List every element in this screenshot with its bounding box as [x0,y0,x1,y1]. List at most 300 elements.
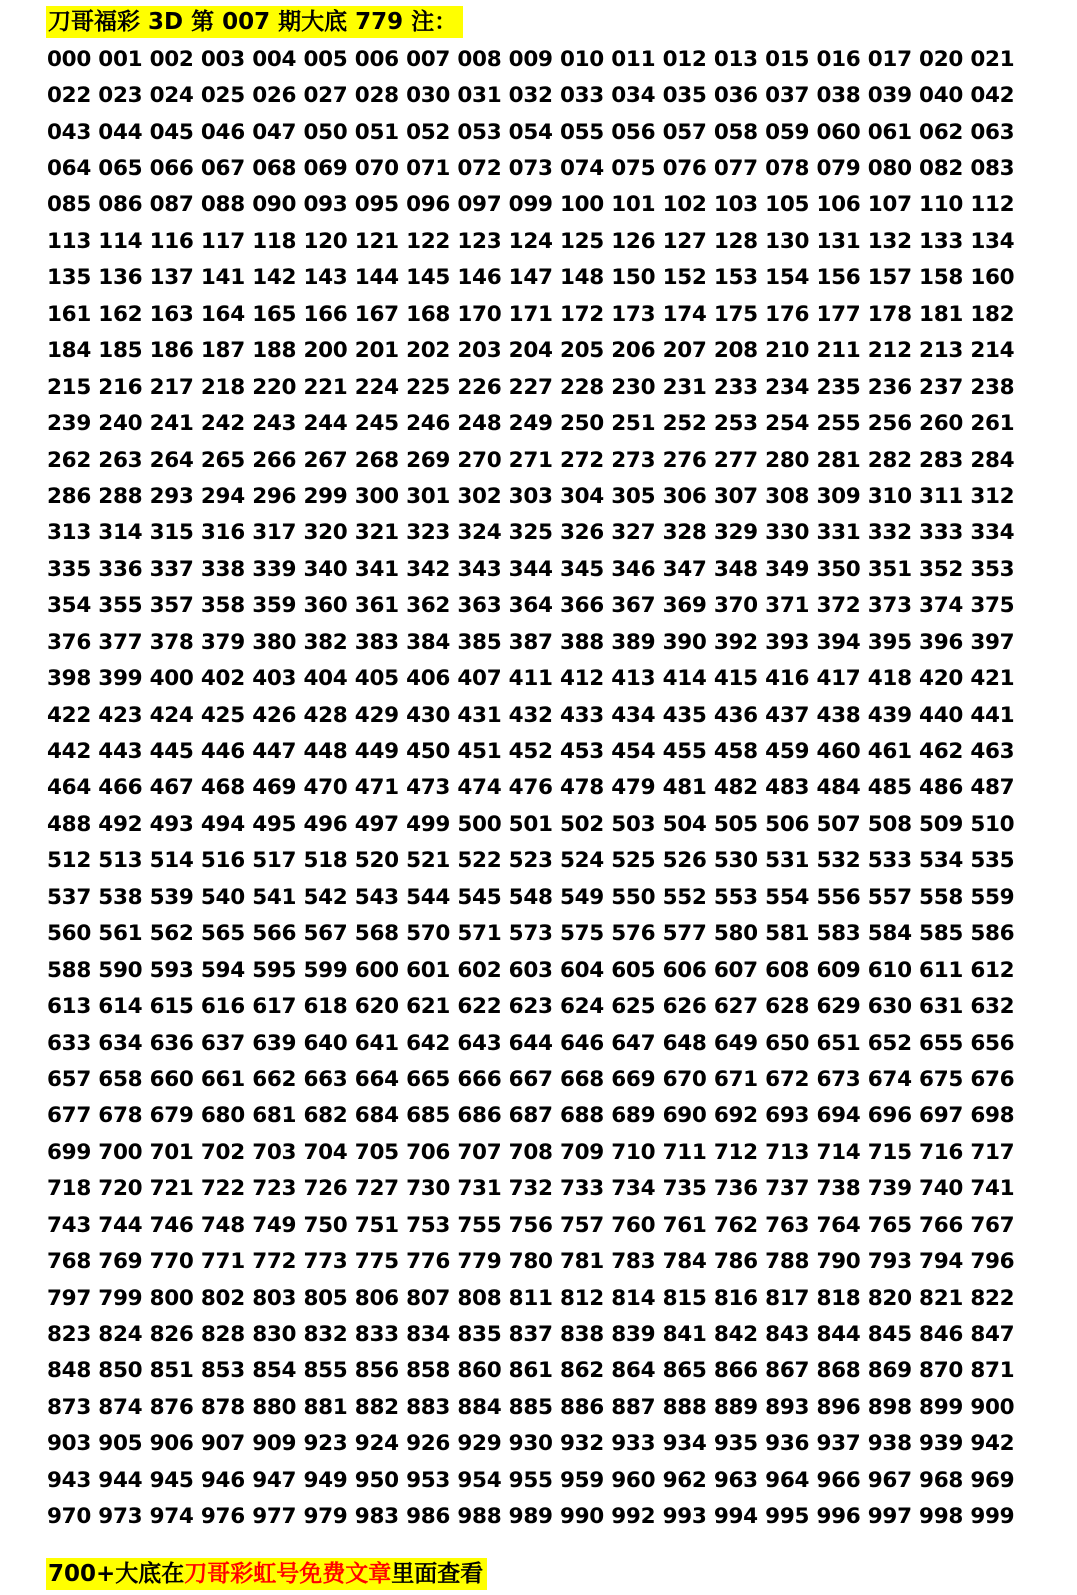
number-item: 573 [508,921,553,947]
number-item: 614 [98,994,143,1020]
number-item: 035 [662,83,707,109]
number-item: 242 [200,411,245,437]
number-item: 676 [970,1066,1015,1092]
number-item: 435 [662,702,707,728]
number-item: 689 [611,1103,656,1129]
number-item: 216 [98,374,143,400]
number-item: 881 [303,1394,348,1420]
number-item: 688 [559,1103,604,1129]
number-item: 304 [559,483,604,509]
number-item: 898 [867,1394,912,1420]
number-item: 122 [406,228,451,254]
number-item: 721 [149,1176,194,1202]
number-item: 580 [713,921,758,947]
number-item: 268 [354,447,399,473]
number-item: 643 [457,1030,502,1056]
number-item: 517 [252,848,297,874]
number-item: 906 [149,1431,194,1457]
number-item: 182 [970,301,1015,327]
number-item: 518 [303,848,348,874]
number-item: 037 [765,83,810,109]
number-item: 003 [200,46,245,72]
number-row [47,333,1047,369]
number-item: 479 [611,775,656,801]
number-item: 158 [919,265,964,291]
number-item: 823 [47,1322,91,1348]
number-item: 231 [662,374,707,400]
number-item: 494 [200,811,245,837]
number-row [47,1171,1047,1207]
number-item: 270 [457,447,502,473]
number-item: 697 [919,1103,964,1129]
footer-prefix: 700+大底在 [48,1561,185,1587]
number-item: 605 [611,957,656,983]
number-item: 966 [816,1467,861,1493]
number-item: 239 [47,411,91,437]
number-item: 943 [47,1467,91,1493]
number-item: 395 [867,629,912,655]
number-item: 352 [919,556,964,582]
number-item: 707 [457,1139,502,1165]
number-item: 070 [354,156,399,182]
number-item: 672 [765,1066,810,1092]
number-item: 523 [508,848,553,874]
number-item: 702 [200,1139,245,1165]
number-row [47,77,1047,113]
number-item: 748 [200,1212,245,1238]
number-item: 411 [508,666,553,692]
number-item: 615 [149,994,194,1020]
number-item: 993 [662,1504,707,1530]
number-item: 843 [765,1322,810,1348]
number-item: 960 [611,1467,656,1493]
number-item: 244 [303,411,348,437]
number-item: 599 [303,957,348,983]
number-item: 669 [611,1066,656,1092]
number-item: 636 [149,1030,194,1056]
number-item: 557 [867,884,912,910]
number-item: 776 [406,1249,451,1275]
number-item: 453 [559,739,604,765]
number-item: 893 [765,1394,810,1420]
number-row [47,843,1047,879]
number-item: 095 [354,192,399,218]
number-item: 042 [970,83,1015,109]
number-item: 814 [611,1285,656,1311]
number-item: 847 [970,1322,1015,1348]
number-item: 211 [816,338,861,364]
number-item: 039 [867,83,912,109]
number-item: 009 [508,46,553,72]
number-item: 959 [559,1467,604,1493]
number-item: 611 [919,957,964,983]
number-item: 867 [765,1358,810,1384]
number-item: 164 [200,301,245,327]
number-item: 602 [457,957,502,983]
number-item: 400 [149,666,194,692]
number-item: 797 [47,1285,91,1311]
number-item: 850 [98,1358,143,1384]
number-item: 946 [200,1467,245,1493]
number-item: 213 [919,338,964,364]
number-item: 047 [252,119,297,145]
number-item: 874 [98,1394,143,1420]
title-area [46,6,463,38]
number-item: 486 [919,775,964,801]
number-item: 806 [354,1285,399,1311]
number-item: 686 [457,1103,502,1129]
number-item: 245 [354,411,399,437]
footer-area [46,1558,487,1590]
number-item: 107 [867,192,912,218]
number-item: 662 [252,1066,297,1092]
number-item: 783 [611,1249,656,1275]
number-item: 550 [611,884,656,910]
number-item: 647 [611,1030,656,1056]
number-item: 437 [765,702,810,728]
number-item: 063 [970,119,1015,145]
number-item: 172 [559,301,604,327]
number-item: 826 [149,1322,194,1348]
number-item: 431 [457,702,502,728]
number-item: 883 [406,1394,451,1420]
number-item: 369 [662,593,707,619]
number-item: 623 [508,994,553,1020]
number-item: 824 [98,1322,143,1348]
number-item: 552 [662,884,707,910]
number-item: 761 [662,1212,707,1238]
number-item: 452 [508,739,553,765]
number-item: 143 [303,265,348,291]
number-item: 330 [765,520,810,546]
number-item: 125 [559,228,604,254]
number-item: 299 [303,483,348,509]
number-item: 364 [508,593,553,619]
number-item: 207 [662,338,707,364]
number-item: 208 [713,338,758,364]
number-item: 656 [970,1030,1015,1056]
number-item: 833 [354,1322,399,1348]
number-item: 525 [611,848,656,874]
number-item: 575 [559,921,604,947]
number-item: 679 [149,1103,194,1129]
number-item: 541 [252,884,297,910]
number-item: 733 [559,1176,604,1202]
number-item: 820 [867,1285,912,1311]
number-item: 464 [47,775,91,801]
number-item: 177 [816,301,861,327]
number-item: 512 [47,848,91,874]
number-item: 617 [252,994,297,1020]
number-item: 061 [867,119,912,145]
number-item: 521 [406,848,451,874]
number-item: 240 [98,411,143,437]
number-item: 058 [713,119,758,145]
number-row [47,988,1047,1024]
number-item: 248 [457,411,502,437]
number-item: 093 [303,192,348,218]
number-item: 561 [98,921,143,947]
number-item: 038 [816,83,861,109]
number-item: 118 [252,228,297,254]
number-row [47,551,1047,587]
number-item: 022 [47,83,91,109]
number-item: 583 [816,921,861,947]
number-item: 276 [662,447,707,473]
number-item: 682 [303,1103,348,1129]
number-row [47,1389,1047,1425]
number-item: 687 [508,1103,553,1129]
number-item: 610 [867,957,912,983]
number-item: 384 [406,629,451,655]
number-item: 520 [354,848,399,874]
number-item: 673 [816,1066,861,1092]
number-item: 730 [406,1176,451,1202]
number-item: 870 [919,1358,964,1384]
number-item: 315 [149,520,194,546]
number-item: 272 [559,447,604,473]
number-item: 393 [765,629,810,655]
number-item: 309 [816,483,861,509]
number-item: 513 [98,848,143,874]
number-row [47,733,1047,769]
number-item: 585 [919,921,964,947]
number-item: 235 [816,374,861,400]
number-item: 945 [149,1467,194,1493]
number-item: 306 [662,483,707,509]
number-item: 973 [98,1504,143,1530]
number-item: 385 [457,629,502,655]
number-item: 218 [200,374,245,400]
number-item: 834 [406,1322,451,1348]
number-item: 261 [970,411,1015,437]
number-item: 530 [713,848,758,874]
number-item: 633 [47,1030,91,1056]
article-link[interactable]: 刀哥彩虹号免费文章 [184,1561,392,1587]
number-item: 461 [867,739,912,765]
number-item: 657 [47,1066,91,1092]
number-row [47,660,1047,696]
number-item: 603 [508,957,553,983]
number-item: 347 [662,556,707,582]
number-item: 532 [816,848,861,874]
number-item: 076 [662,156,707,182]
number-item: 935 [713,1431,758,1457]
number-item: 392 [713,629,758,655]
number-item: 743 [47,1212,91,1238]
number-item: 449 [354,739,399,765]
number-item: 553 [713,884,758,910]
number-item: 992 [611,1504,656,1530]
number-item: 294 [200,483,245,509]
number-item: 613 [47,994,91,1020]
number-row [47,1207,1047,1243]
number-item: 300 [354,483,399,509]
number-item: 059 [765,119,810,145]
number-item: 781 [559,1249,604,1275]
number-item: 447 [252,739,297,765]
number-item: 506 [765,811,810,837]
number-item: 558 [919,884,964,910]
number-item: 715 [867,1139,912,1165]
number-item: 340 [303,556,348,582]
number-item: 146 [457,265,502,291]
number-item: 233 [713,374,758,400]
number-item: 086 [98,192,143,218]
number-item: 314 [98,520,143,546]
number-item: 160 [970,265,1015,291]
number-item: 033 [559,83,604,109]
number-item: 790 [816,1249,861,1275]
number-item: 808 [457,1285,502,1311]
number-item: 432 [508,702,553,728]
number-item: 217 [149,374,194,400]
number-item: 934 [662,1431,707,1457]
number-item: 805 [303,1285,348,1311]
number-item: 784 [662,1249,707,1275]
number-item: 405 [354,666,399,692]
number-item: 938 [867,1431,912,1457]
number-item: 533 [867,848,912,874]
number-item: 004 [252,46,297,72]
number-item: 995 [765,1504,810,1530]
number-row [47,369,1047,405]
number-item: 025 [200,83,245,109]
number-item: 501 [508,811,553,837]
number-item: 142 [252,265,297,291]
number-item: 132 [867,228,912,254]
number-item: 271 [508,447,553,473]
number-item: 869 [867,1358,912,1384]
number-item: 714 [816,1139,861,1165]
number-item: 651 [816,1030,861,1056]
number-item: 021 [970,46,1015,72]
number-row [47,405,1047,441]
number-item: 658 [98,1066,143,1092]
number-item: 661 [200,1066,245,1092]
number-item: 744 [98,1212,143,1238]
number-item: 131 [816,228,861,254]
number-item: 210 [765,338,810,364]
number-item: 903 [47,1431,91,1457]
number-item: 002 [149,46,194,72]
number-item: 930 [508,1431,553,1457]
number-item: 749 [252,1212,297,1238]
number-item: 357 [149,593,194,619]
number-item: 641 [354,1030,399,1056]
number-item: 260 [919,411,964,437]
number-item: 510 [970,811,1015,837]
number-row [47,150,1047,186]
number-item: 034 [611,83,656,109]
number-item: 953 [406,1467,451,1493]
number-item: 650 [765,1030,810,1056]
number-item: 327 [611,520,656,546]
number-item: 416 [765,666,810,692]
number-item: 755 [457,1212,502,1238]
number-item: 644 [508,1030,553,1056]
number-item: 722 [200,1176,245,1202]
number-item: 105 [765,192,810,218]
number-item: 027 [303,83,348,109]
number-item: 316 [200,520,245,546]
page-title: 刀哥福彩 3D 第 007 期大底 779 注： [46,6,463,38]
number-item: 581 [765,921,810,947]
number-item: 970 [47,1504,91,1530]
number-item: 713 [765,1139,810,1165]
number-item: 379 [200,629,245,655]
number-item: 862 [559,1358,604,1384]
number-item: 443 [98,739,143,765]
number-row [47,187,1047,223]
number-item: 600 [354,957,399,983]
number-item: 028 [354,83,399,109]
number-item: 955 [508,1467,553,1493]
number-item: 628 [765,994,810,1020]
number-item: 426 [252,702,297,728]
number-item: 627 [713,994,758,1020]
number-item: 463 [970,739,1015,765]
number-item: 474 [457,775,502,801]
number-item: 562 [149,921,194,947]
number-item: 488 [47,811,91,837]
number-item: 947 [252,1467,297,1493]
number-item: 083 [970,156,1015,182]
number-item: 828 [200,1322,245,1348]
number-item: 064 [47,156,91,182]
number-item: 234 [765,374,810,400]
number-item: 794 [919,1249,964,1275]
number-item: 157 [867,265,912,291]
number-item: 366 [559,593,604,619]
number-item: 102 [662,192,707,218]
number-item: 497 [354,811,399,837]
number-item: 756 [508,1212,553,1238]
number-item: 634 [98,1030,143,1056]
number-item: 988 [457,1504,502,1530]
number-item: 339 [252,556,297,582]
number-item: 544 [406,884,451,910]
number-item: 224 [354,374,399,400]
number-item: 418 [867,666,912,692]
number-item: 694 [816,1103,861,1129]
number-item: 664 [354,1066,399,1092]
number-item: 074 [559,156,604,182]
number-item: 073 [508,156,553,182]
number-item: 438 [816,702,861,728]
number-item: 176 [765,301,810,327]
number-item: 007 [406,46,451,72]
number-item: 200 [303,338,348,364]
number-item: 404 [303,666,348,692]
number-item: 923 [303,1431,348,1457]
number-item: 273 [611,447,656,473]
number-item: 601 [406,957,451,983]
number-item: 565 [200,921,245,947]
number-item: 481 [662,775,707,801]
number-item: 254 [765,411,810,437]
number-item: 680 [200,1103,245,1129]
number-item: 313 [47,520,91,546]
number-item: 703 [252,1139,297,1165]
number-item: 822 [970,1285,1015,1311]
number-item: 370 [713,593,758,619]
number-item: 964 [765,1467,810,1493]
number-item: 468 [200,775,245,801]
number-item: 698 [970,1103,1015,1129]
number-row [47,1243,1047,1279]
number-item: 075 [611,156,656,182]
